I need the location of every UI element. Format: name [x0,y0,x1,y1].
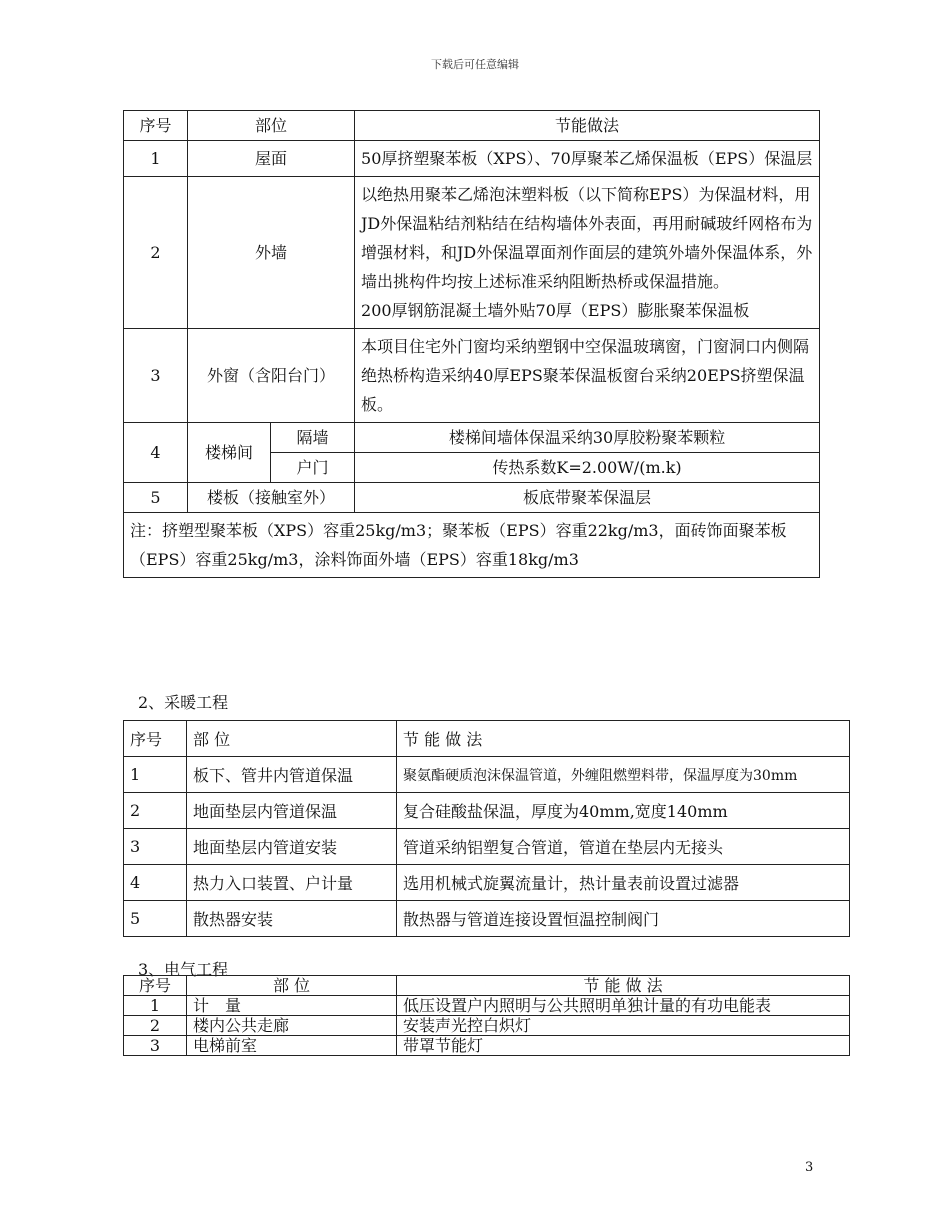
heating-table [123,720,850,937]
table-row [124,901,850,937]
table-note-row [124,513,820,578]
row-no: 2 [124,793,187,829]
row-part: 板下、管井内管道保温 [187,757,397,793]
table-header-row [124,721,850,757]
header-part: 部 位 [187,721,397,757]
row-subpart: 隔墙 [271,423,355,453]
row-method: 楼梯间墙体保温采纳30厚胶粉聚苯颗粒 [355,423,820,453]
header-part: 部 位 [187,976,397,996]
row-subpart: 户门 [271,453,355,483]
table-row [124,141,820,177]
header-no: 序号 [124,111,188,141]
row-no: 1 [124,757,187,793]
row-method: 低压设置户内照明与公共照明单独计量的有功电能表 [397,996,850,1016]
row-method: 散热器与管道连接设置恒温控制阀门 [397,901,850,937]
row-method: 选用机械式旋翼流量计，热计量表前设置过滤器 [397,865,850,901]
row-no: 3 [124,1036,187,1056]
row-method: 管道采纳铝塑复合管道，管道在垫层内无接头 [397,829,850,865]
header-method: 节能做法 [355,111,820,141]
electrical-table [123,975,850,1056]
page-header: 下载后可任意编辑 [431,58,519,71]
row-no: 5 [124,483,188,513]
table-row [124,757,850,793]
row-no: 3 [124,829,187,865]
section-title-heating: 2、采暖工程 [138,693,229,712]
row-method: 板底带聚苯保温层 [355,483,820,513]
table-row [124,829,850,865]
row-method-extra: 200厚钢筋混凝土墙外贴70厚（EPS）膨胀聚苯保温板 [361,301,750,320]
row-method-cell [355,177,820,329]
row-part: 计 量 [187,996,397,1016]
row-part: 地面垫层内管道安装 [187,829,397,865]
row-no: 1 [124,996,187,1016]
row-part: 楼板（接触室外） [188,483,355,513]
table-row [124,865,850,901]
row-part: 热力入口装置、户计量 [187,865,397,901]
row-part: 电梯前室 [187,1036,397,1056]
header-method: 节 能 做 法 [397,721,850,757]
row-part: 外墙 [188,177,355,329]
row-no: 5 [124,901,187,937]
table-row [124,177,820,329]
row-part: 楼内公共走廊 [187,1016,397,1036]
section-title-electrical: 3、电气工程 [138,960,229,979]
row-method: 安装声光控白炽灯 [397,1016,850,1036]
row-no: 1 [124,141,188,177]
row-method: 复合硅酸盐保温，厚度为40mm,宽度140mm [397,793,850,829]
row-part: 屋面 [188,141,355,177]
table-row [124,423,820,453]
table-row [124,793,850,829]
row-part: 外窗（含阳台门） [188,329,355,423]
row-method: 带罩节能灯 [397,1036,850,1056]
table-header-row [124,976,850,996]
row-no: 4 [124,865,187,901]
row-no: 4 [124,423,188,483]
row-part: 楼梯间 [188,423,271,483]
row-part: 地面垫层内管道保温 [187,793,397,829]
row-method: 本项目住宅外门窗均采纳塑钢中空保温玻璃窗，门窗洞口内侧隔绝热桥构造采纳40厚EPS聚苯保温板窗台采纳20EPS挤塑保温板。 [355,329,820,423]
table-row [124,1016,850,1036]
row-method: 50厚挤塑聚苯板（XPS）、70厚聚苯乙烯保温板（EPS）保温层 [355,141,820,177]
table-row [124,1036,850,1056]
row-method: 传热系数K=2.00W/(m.k) [355,453,820,483]
table-row [124,996,850,1016]
row-no: 3 [124,329,188,423]
header-part: 部位 [188,111,355,141]
row-method: 聚氨酯硬质泡沫保温管道，外缠阻燃塑料带，保温厚度为30mm [397,757,850,793]
row-method: 以绝热用聚苯乙烯泡沫塑料板（以下简称EPS）为保温材料，用JD外保温粘结剂粘结在结构墙体外表面，再用耐碱玻纤网格布为增强材料，和JD外保温罩面剂作面层的建筑外墙外保温体系，外墙出挑构件均按上述标准采纳阻断热桥或保温措施。 [361,185,813,291]
table-row [124,483,820,513]
energy-saving-table [123,110,820,578]
page-number: 3 [805,1160,814,1175]
header-method: 节 能 做 法 [397,976,850,996]
row-part: 散热器安装 [187,901,397,937]
table-header-row [124,111,820,141]
table-row [124,329,820,423]
header-no: 序号 [124,721,187,757]
row-no: 2 [124,177,188,329]
table-note: 注：挤塑型聚苯板（XPS）容重25kg/m3；聚苯板（EPS）容重22kg/m3，面砖饰面聚苯板（EPS）容重25kg/m3，涂料饰面外墙（EPS）容重18kg/m3 [124,513,820,578]
header-no: 序号 [124,976,187,996]
row-no: 2 [124,1016,187,1036]
